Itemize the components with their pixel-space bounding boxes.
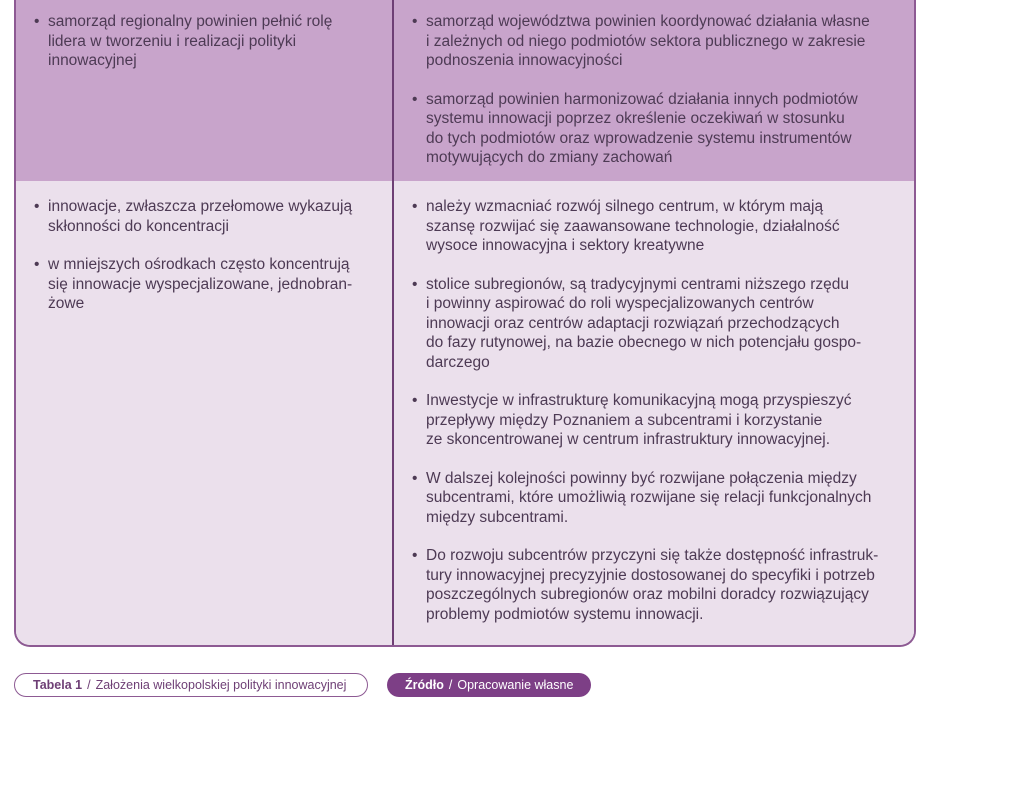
source-text: Opracowanie własne	[457, 678, 574, 692]
list-item: • innowacje, zwłaszcza przełomowe wykazują skłonności do koncentracji	[34, 197, 352, 236]
caption-separator: /	[87, 678, 91, 692]
list-item: • samorząd powinien harmonizować działania innych podmiotów systemu innowacji poprzez określenie oczekiwań w stosunku do tych podmiotów oraz wprowadzenie systemu instrumentów motywujących do zmiany zachowań	[412, 90, 870, 168]
bullet-list	[34, 12, 332, 71]
policy-table	[14, 0, 916, 647]
caption-text: Założenia wielkopolskiej polityki innowacyjnej	[95, 678, 347, 692]
source-label: Źródło	[405, 678, 444, 692]
list-item: • Do rozwoju subcentrów przyczyni się także dostępność infrastruk- tury innowacyjnej precyzyjnie dostosowanej do specyfiki i potrzeb poszczególnych subregionów oraz mobilni doradcy rozwiązujący problemy podmiotów systemu innowacji.	[412, 546, 878, 624]
caption-label: Tabela 1	[33, 678, 83, 692]
table-row	[16, 181, 914, 647]
bullet-list	[34, 197, 352, 314]
table-cell	[394, 0, 914, 181]
list-item: • stolice subregionów, są tradycyjnymi centrami niższego rzędu i powinny aspirować do roli wyspecjalizowanych centrów innowacji oraz centrów adaptacji rozwiązań przechodzących do fazy rutynowej, na bazie obecnego w nich potencjału gospo- darczego	[412, 275, 878, 373]
list-item: • w mniejszych ośrodkach często koncentrują się innowacje wyspecjalizowane, jednobran- żowe	[34, 255, 352, 314]
list-item: • samorząd regionalny powinien pełnić rolę lidera w tworzeniu i realizacji polityki innowacyjnej	[34, 12, 332, 71]
table-cell	[394, 181, 914, 647]
list-item: • samorząd województwa powinien koordynować działania własne i zależnych od niego podmiotów sektora publicznego w zakresie podnoszenia innowacyjności	[412, 12, 870, 71]
bullet-list	[412, 12, 870, 168]
list-item: • W dalszej kolejności powinny być rozwijane połączenia między subcentrami, które umożliwią rozwijane się relacji funkcjonalnych między subcentrami.	[412, 469, 878, 528]
list-item: • należy wzmacniać rozwój silnego centrum, w którym mają szansę rozwijać się zaawansowane technologie, działalność wysoce innowacyjna i sektory kreatywne	[412, 197, 878, 256]
list-item: • Inwestycje w infrastrukturę komunikacyjną mogą przyspieszyć przepływy między Poznaniem a subcentrami i korzystanie ze skoncentrowanej w centrum infrastruktury innowacyjnej.	[412, 391, 878, 450]
table-caption	[14, 673, 368, 697]
table-cell	[16, 0, 394, 181]
source-badge	[387, 673, 591, 697]
bullet-list	[412, 197, 878, 624]
table-cell	[16, 181, 394, 647]
source-separator: /	[448, 678, 453, 692]
table-row	[16, 0, 914, 181]
